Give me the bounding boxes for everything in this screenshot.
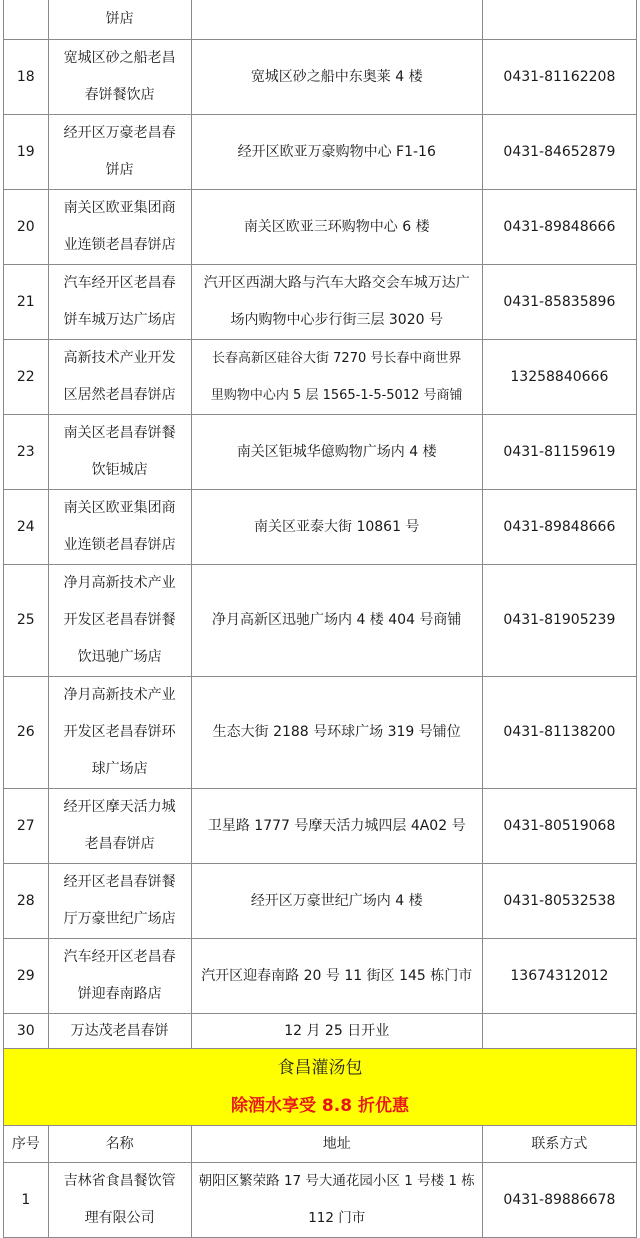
row-number: 18 (4, 40, 49, 115)
row-number: 22 (4, 340, 49, 415)
store-phone: 0431-81138200 (482, 677, 636, 789)
row-number: 25 (4, 565, 49, 677)
store-address: 净月高新区迅驰广场内 4 楼 404 号商铺 (191, 565, 482, 677)
store-name: 南关区欧亚集团商 业连锁老昌春饼店 (48, 190, 191, 265)
store-name: 南关区欧亚集团商 业连锁老昌春饼店 (48, 490, 191, 565)
section-title: 食昌灌汤包 (277, 1058, 363, 1078)
store-phone: 0431-80532538 (482, 864, 636, 939)
row-number: 23 (4, 415, 49, 490)
table-row (4, 0, 637, 40)
store-phone: 0431-85835896 (482, 265, 636, 340)
store-phone: 0431-89848666 (482, 490, 636, 565)
store-phone: 0431-84652879 (482, 115, 636, 190)
table-row (4, 789, 637, 864)
store-name: 南关区老昌春饼餐 饮钜城店 (48, 415, 191, 490)
store-address: 汽开区西湖大路与汽车大路交会车城万达广 场内购物中心步行街三层 3020 号 (191, 265, 482, 340)
store-phone: 0431-89848666 (482, 190, 636, 265)
store-name: 经开区万豪老昌春 饼店 (48, 115, 191, 190)
table-row (4, 265, 637, 340)
store-name: 经开区摩天活力城 老昌春饼店 (48, 789, 191, 864)
store-address: 朝阳区繁荣路 17 号大通花园小区 1 号楼 1 栋 112 门市 (191, 1163, 482, 1238)
store-list-table (3, 0, 637, 1238)
row-number (4, 0, 49, 40)
table-row (4, 1014, 637, 1049)
store-phone: 13674312012 (482, 939, 636, 1014)
table-row (4, 40, 637, 115)
table-row (4, 190, 637, 265)
store-address: 汽开区迎春南路 20 号 11 街区 145 栋门市 (191, 939, 482, 1014)
store-name: 宽城区砂之船老昌 春饼餐饮店 (48, 40, 191, 115)
store-address: 南关区钜城华億购物广场内 4 楼 (191, 415, 482, 490)
store-name: 饼店 (48, 0, 191, 40)
banner-cell (4, 1049, 637, 1126)
store-address: 经开区万豪世纪广场内 4 楼 (191, 864, 482, 939)
table-row (4, 1163, 637, 1238)
store-address (191, 0, 482, 40)
header-address: 地址 (191, 1126, 482, 1163)
store-name: 经开区老昌春饼餐 厅万豪世纪广场店 (48, 864, 191, 939)
store-phone: 0431-81905239 (482, 565, 636, 677)
section-banner (4, 1049, 637, 1126)
store-phone: 0431-81162208 (482, 40, 636, 115)
store-name: 万达茂老昌春饼 (48, 1014, 191, 1049)
store-name: 净月高新技术产业 开发区老昌春饼环 球广场店 (48, 677, 191, 789)
store-phone: 13258840666 (482, 340, 636, 415)
row-number: 24 (4, 490, 49, 565)
store-address: 经开区欧亚万豪购物中心 F1-16 (191, 115, 482, 190)
table-row (4, 490, 637, 565)
store-address: 宽城区砂之船中东奥莱 4 楼 (191, 40, 482, 115)
table-row (4, 415, 637, 490)
store-address: 12 月 25 日开业 (191, 1014, 482, 1049)
store-address: 卫星路 1777 号摩天活力城四层 4A02 号 (191, 789, 482, 864)
row-number: 27 (4, 789, 49, 864)
store-name: 汽车经开区老昌春 饼迎春南路店 (48, 939, 191, 1014)
store-phone: 0431-80519068 (482, 789, 636, 864)
table-row (4, 115, 637, 190)
store-name: 吉林省食昌餐饮管 理有限公司 (48, 1163, 191, 1238)
store-name: 汽车经开区老昌春 饼车城万达广场店 (48, 265, 191, 340)
store-phone: 0431-89886678 (482, 1163, 636, 1238)
row-number: 28 (4, 864, 49, 939)
row-number: 30 (4, 1014, 49, 1049)
header-phone: 联系方式 (482, 1126, 636, 1163)
table-header-row (4, 1126, 637, 1163)
table-row (4, 565, 637, 677)
row-number: 29 (4, 939, 49, 1014)
store-phone (482, 1014, 636, 1049)
promo-text: 除酒水享受 8.8 折优惠 (231, 1096, 409, 1116)
row-number: 20 (4, 190, 49, 265)
row-number: 19 (4, 115, 49, 190)
store-address: 南关区欧亚三环购物中心 6 楼 (191, 190, 482, 265)
store-address: 长春高新区硅谷大街 7270 号长春中商世界 里购物中心内 5 层 1565-1-5-5012 号商铺 (191, 340, 482, 415)
store-phone (482, 0, 636, 40)
table-row (4, 340, 637, 415)
row-number: 1 (4, 1163, 49, 1238)
store-phone: 0431-81159619 (482, 415, 636, 490)
store-name: 净月高新技术产业 开发区老昌春饼餐 饮迅驰广场店 (48, 565, 191, 677)
table-row (4, 864, 637, 939)
store-address: 南关区亚泰大街 10861 号 (191, 490, 482, 565)
store-address: 生态大街 2188 号环球广场 319 号铺位 (191, 677, 482, 789)
table-row (4, 677, 637, 789)
header-no: 序号 (4, 1126, 49, 1163)
row-number: 21 (4, 265, 49, 340)
table-row (4, 939, 637, 1014)
header-name: 名称 (48, 1126, 191, 1163)
row-number: 26 (4, 677, 49, 789)
store-name: 高新技术产业开发 区居然老昌春饼店 (48, 340, 191, 415)
